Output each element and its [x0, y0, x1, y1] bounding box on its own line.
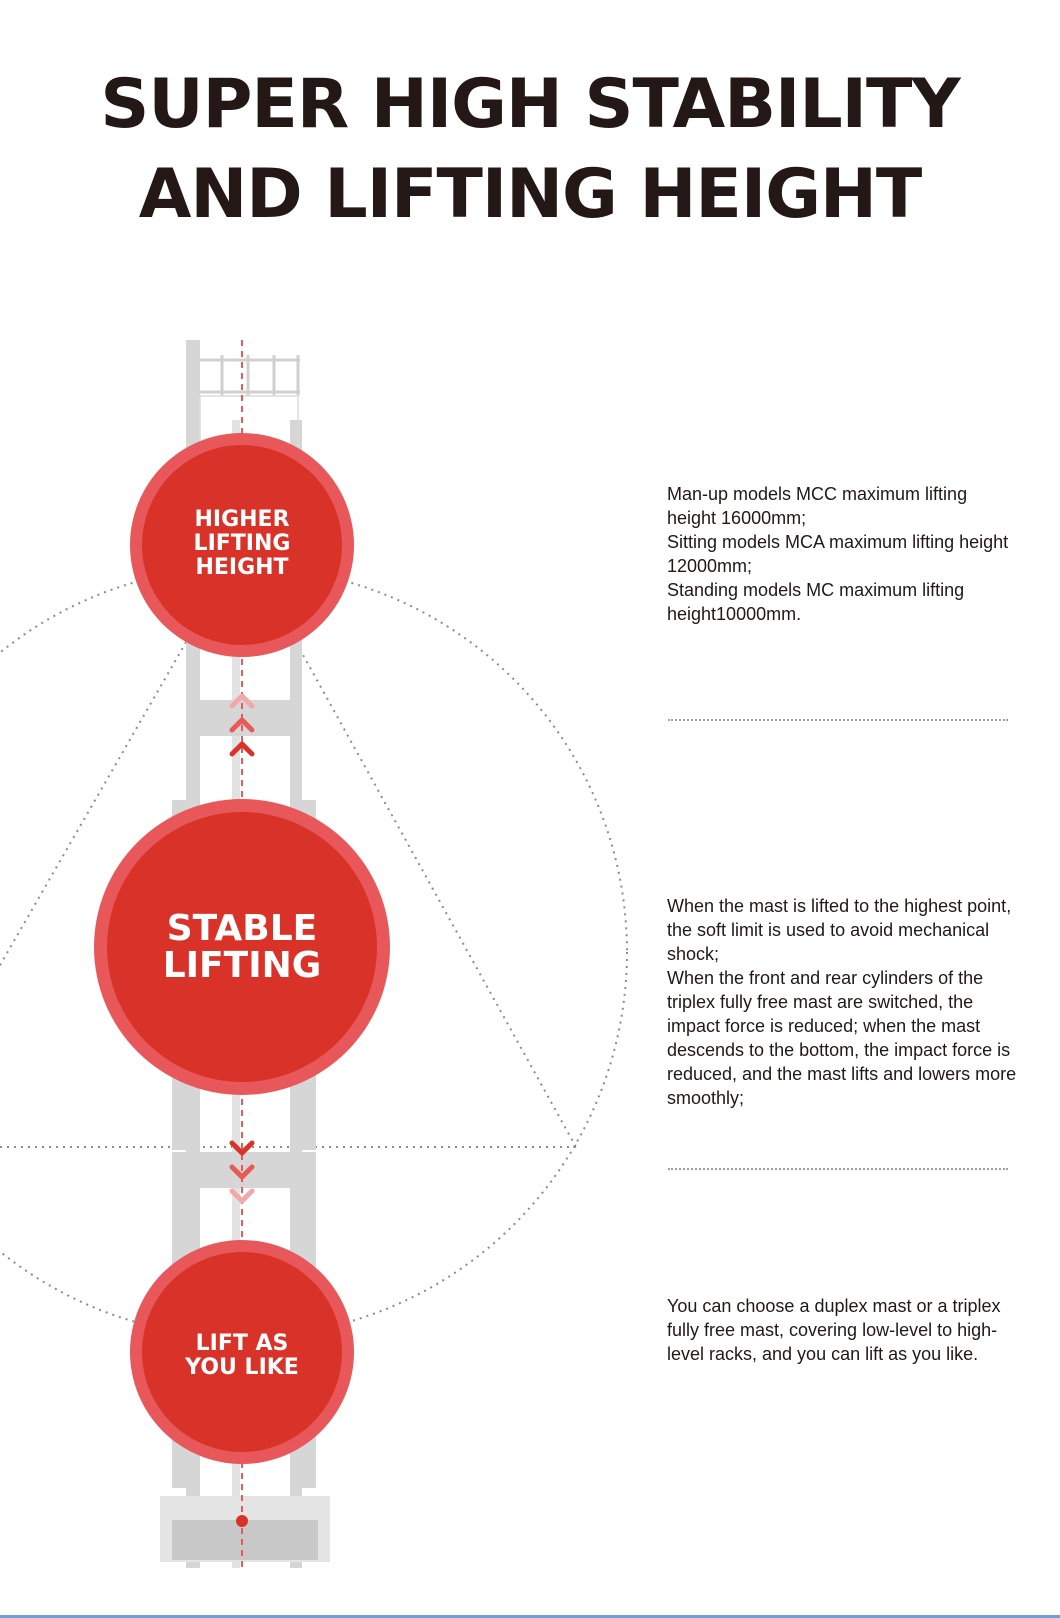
bottom-dot	[236, 1515, 248, 1527]
title-line-2: AND LIFTING HEIGHT	[138, 155, 922, 234]
label-lift-as-you-like: LIFT AS YOU LIKE	[185, 1331, 299, 1380]
description-lifting-height: Man-up models MCC maximum lifting height 16000mm; Sitting models MCA maximum lifting height 12000mm; Standing models MC maximum lifting height10000mm.	[667, 484, 1009, 624]
label-stable-lifting: STABLE LIFTING	[162, 908, 322, 986]
divider-1	[668, 719, 1008, 721]
description-lift-as-you-like: You can choose a duplex mast or a triplex fully free mast, covering low-level to high-level racks, and you can lift as you like.	[667, 1296, 1001, 1364]
top-frame	[200, 355, 300, 446]
title-line-1: SUPER HIGH STABILITY	[100, 65, 960, 144]
description-stable-lifting: When the mast is lifted to the highest point, the soft limit is used to avoid mechanical shock; When the front and rear cylinders of the triplex fully free mast are switched, the impact force is reduced; when the mast descends to the bottom, the impact force is reduced, and the mast lifts and lowers more smoothly;	[667, 896, 1017, 1108]
divider-2	[668, 1168, 1008, 1170]
label-higher-lifting-height: HIGHER LIFTING HEIGHT	[193, 507, 291, 580]
